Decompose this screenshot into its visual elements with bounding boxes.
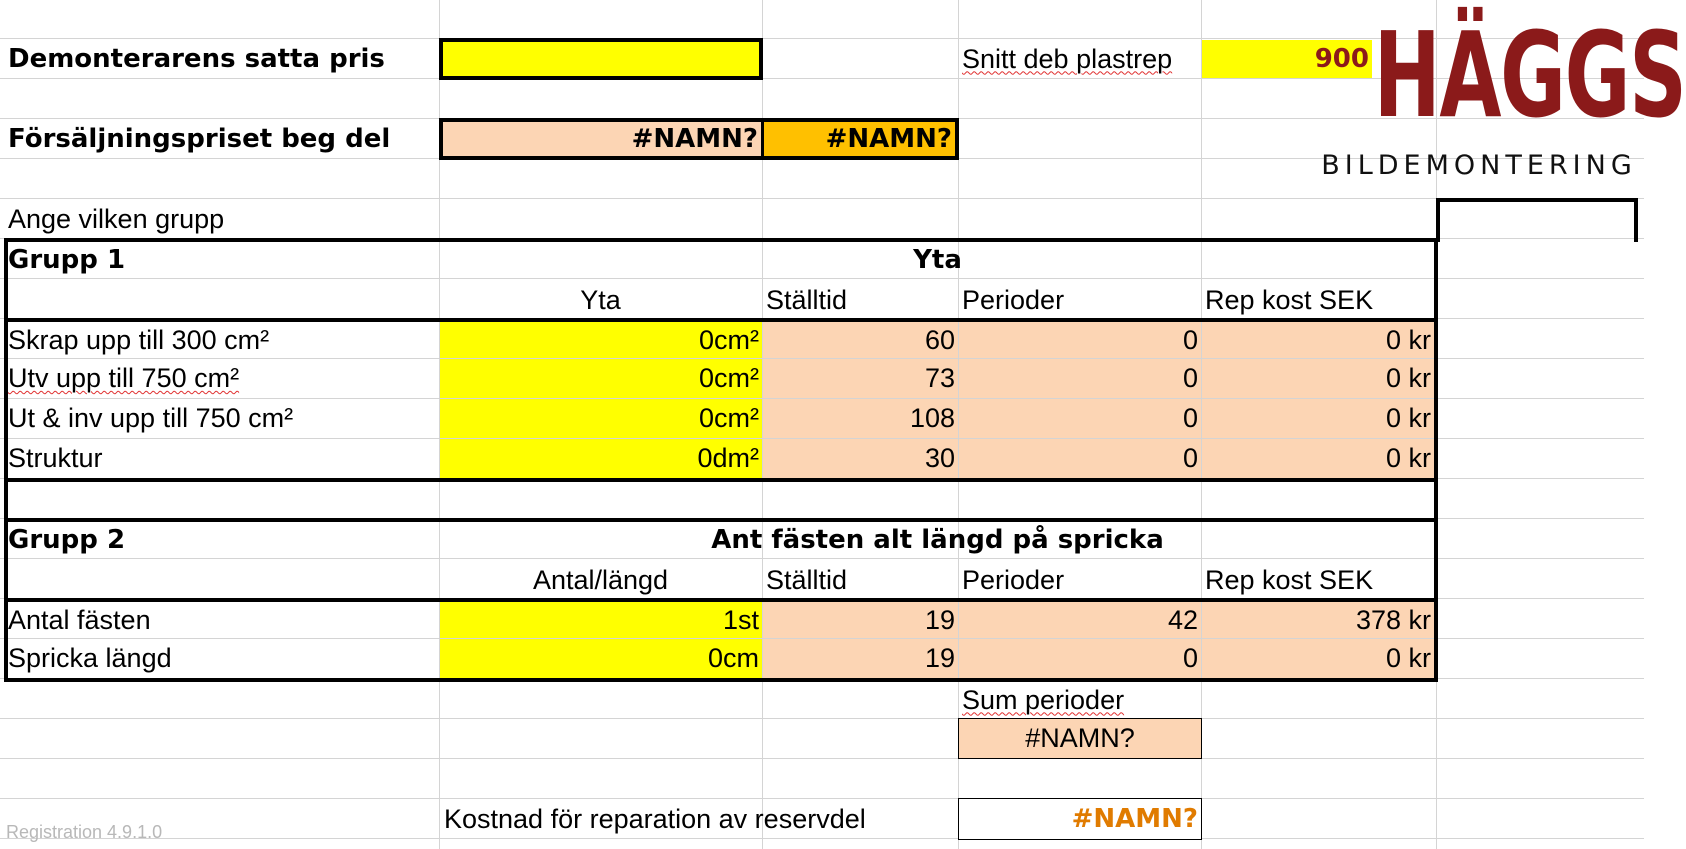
grupp1-row-label: Ut & inv upp till 750 cm²: [8, 403, 294, 433]
grupp1-section-title: Yta: [913, 245, 962, 275]
grupp1-row-value-input[interactable]: 0dm²: [440, 439, 762, 478]
grupp1-row-label: Struktur: [8, 443, 103, 473]
grupp2-row-label: Spricka längd: [8, 643, 172, 673]
grupp2-row-stalltid: 19: [763, 602, 958, 638]
demonterare-label: Demonterarens satta pris: [8, 44, 385, 74]
grupp1-row-stalltid: 30: [763, 439, 958, 478]
grupp1-col-stalltid: Ställtid: [766, 284, 848, 315]
grupp2-col-stalltid: Ställtid: [766, 564, 848, 595]
grupp1-row-kost: 0 kr: [1202, 322, 1434, 358]
grupp2-col-antal: Antal/längd: [532, 564, 669, 595]
grupp1-col-repkost: Rep kost SEK: [1205, 284, 1374, 315]
ange-grupp-label: Ange vilken grupp: [8, 203, 225, 234]
grupp1-row-stalltid: 60: [763, 322, 958, 358]
logo-main-text: HÄGGS: [1373, 6, 1686, 144]
grupp2-row-stalltid: 19: [763, 639, 958, 678]
grupp1-row-label: Utv upp till 750 cm²: [8, 363, 240, 393]
grupp1-row-perioder: 0: [959, 322, 1201, 358]
grupp1-row-perioder: 0: [959, 399, 1201, 438]
grupp2-row-label: Antal fästen: [8, 604, 151, 635]
grupp1-row-kost: 0 kr: [1202, 439, 1434, 478]
grupp2-row-value-input[interactable]: 0cm: [440, 639, 762, 678]
grupp2-section-title: Ant fästen alt längd på spricka: [711, 525, 1164, 555]
registration-version: Registration 4.9.1.0: [6, 822, 163, 842]
grupp1-row-perioder: 0: [959, 439, 1201, 478]
logo: [1318, 6, 1686, 188]
grupp1-row-kost: 0 kr: [1202, 359, 1434, 398]
snitt-label: Snitt deb plastrep: [962, 43, 1173, 74]
grupp2-row-perioder: 0: [959, 639, 1201, 678]
forsaljning-value-1[interactable]: #NAMN?: [439, 118, 763, 160]
grupp2-row-kost: 0 kr: [1202, 639, 1434, 678]
grupp2-row-perioder: 42: [959, 602, 1201, 638]
snitt-value-input[interactable]: 900: [1202, 40, 1372, 78]
grupp1-row-value-input[interactable]: 0cm²: [440, 359, 762, 398]
grupp1-col-yta: Yta: [580, 284, 621, 315]
grupp-select-cell[interactable]: [1436, 198, 1638, 242]
grupp2-title: Grupp 2: [8, 525, 126, 555]
kostnad-value: #NAMN?: [958, 798, 1202, 840]
sum-perioder-value: #NAMN?: [958, 718, 1202, 759]
spacer-box: [4, 478, 1438, 522]
logo-sub-text: BILDEMONTERING: [1321, 150, 1637, 181]
forsaljning-label: Försäljningspriset beg del: [8, 124, 391, 154]
demonterare-price-input[interactable]: [439, 38, 763, 80]
grupp1-row-value-input[interactable]: 0cm²: [440, 322, 762, 358]
grupp1-row-stalltid: 73: [763, 359, 958, 398]
grupp2-col-repkost: Rep kost SEK: [1205, 564, 1374, 595]
grupp2-col-perioder: Perioder: [962, 564, 1065, 595]
kostnad-label: Kostnad för reparation av reservdel: [444, 803, 866, 834]
grupp1-row-kost: 0 kr: [1202, 399, 1434, 438]
forsaljning-value-2[interactable]: #NAMN?: [762, 118, 959, 160]
grupp1-row-perioder: 0: [959, 359, 1201, 398]
grupp2-row-value-input[interactable]: 1st: [440, 602, 762, 638]
grupp2-row-kost: 378 kr: [1202, 602, 1434, 638]
grupp1-row-value-input[interactable]: 0cm²: [440, 399, 762, 438]
grupp1-col-perioder: Perioder: [962, 284, 1065, 315]
grupp1-row-label: Skrap upp till 300 cm²: [8, 324, 270, 355]
grupp1-title: Grupp 1: [8, 245, 126, 275]
grupp1-row-stalltid: 108: [763, 399, 958, 438]
sum-perioder-label: Sum perioder: [962, 684, 1125, 715]
